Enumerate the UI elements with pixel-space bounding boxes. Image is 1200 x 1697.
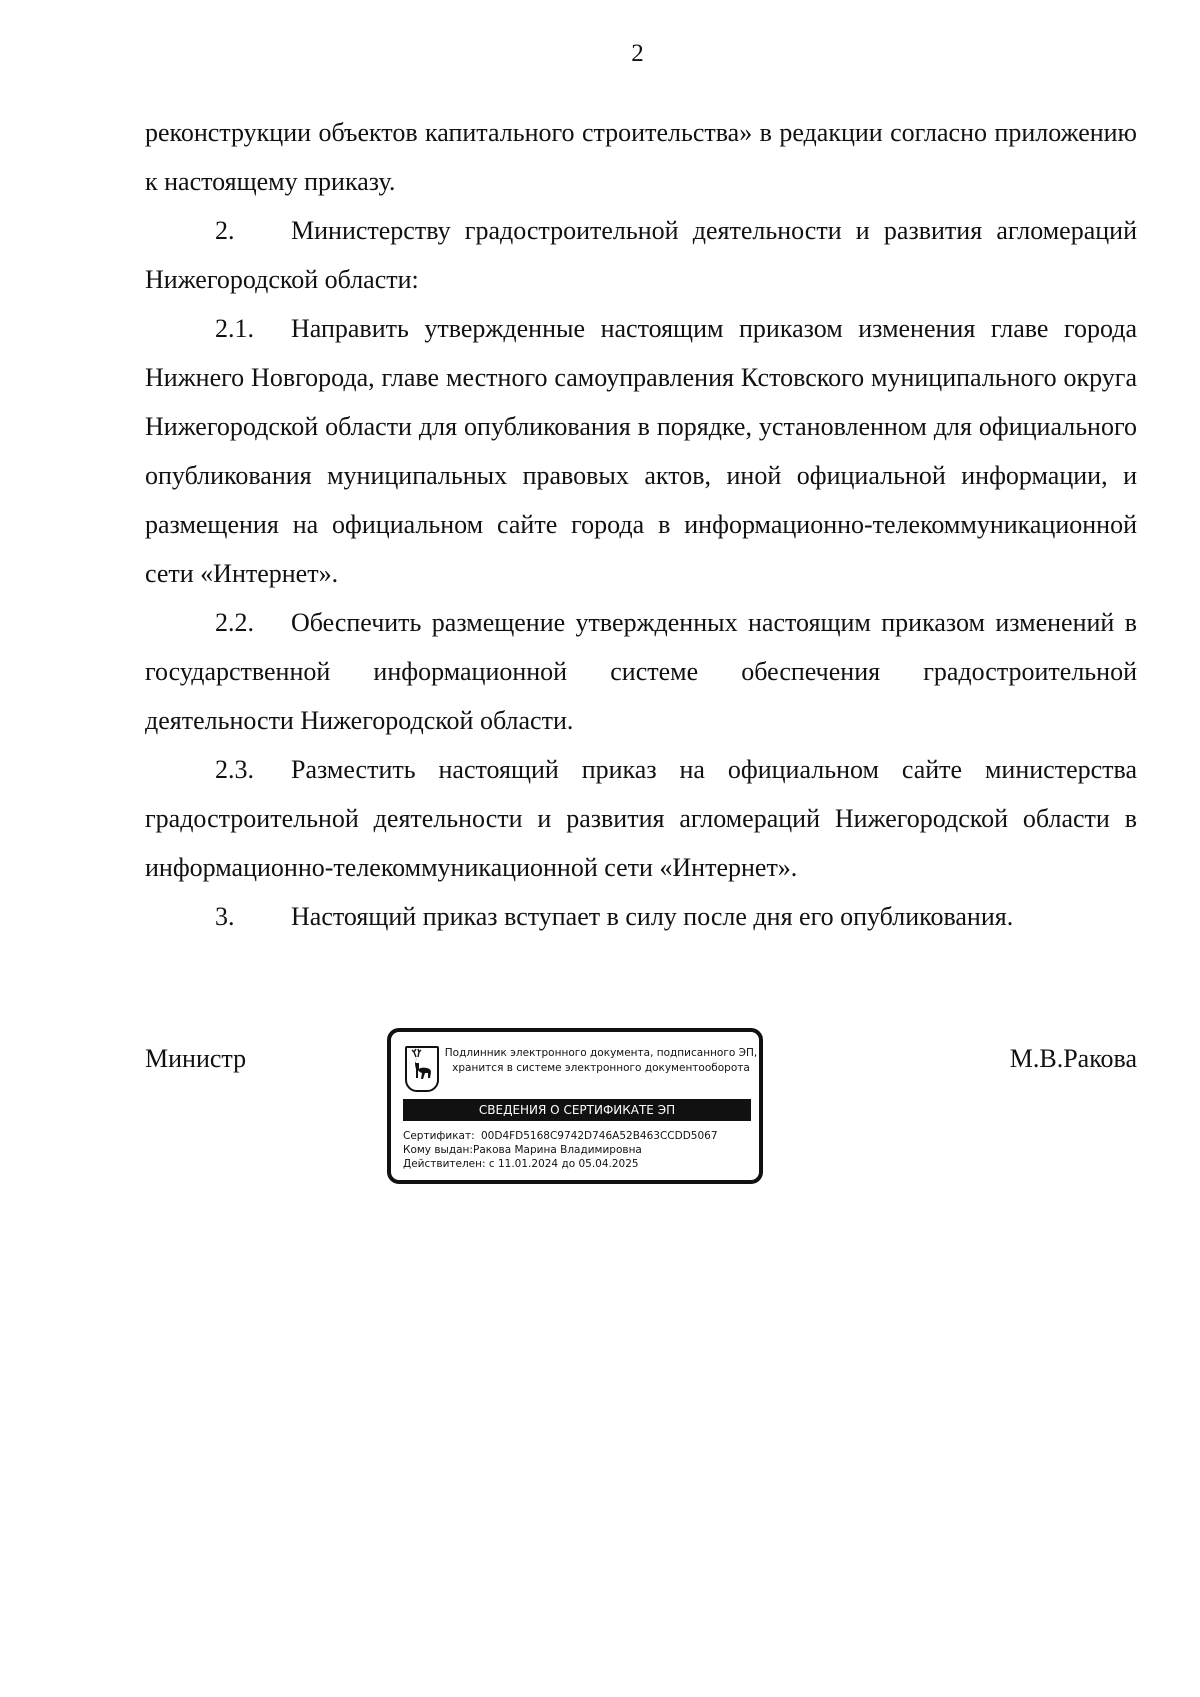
certificate-label: Сертификат: — [403, 1130, 475, 1142]
certificate-value: 00D4FD5168C9742D746A52B463CCDD5067 — [481, 1130, 718, 1142]
item-2-2 — [145, 598, 1137, 745]
intro-paragraph: реконструкции объектов капитального строительства» в редакции согласно приложению к настоящему приказу. — [145, 118, 1137, 196]
item-number: 2.2. — [215, 608, 254, 637]
item-text: Обеспечить размещение утвержденных настоящим приказом изменений в государственной информационной системе обеспечения градостроительной деятельности Нижегородской области. — [145, 608, 1137, 735]
item-number: 2.1. — [215, 314, 254, 343]
item-number: 2.3. — [215, 755, 254, 784]
owner-row — [403, 1143, 753, 1157]
item-text: Направить утвержденные настоящим приказом изменения главе города Нижнего Новгорода, главе местного самоуправления Кстовского муниципального округа Нижегородской области для опубликования в порядке, установленном для официального опубликования муниципальных правовых актов, иной официальной информации, и размещения на официальном сайте города в информационно-телекоммуникационной сети «Интернет». — [145, 314, 1137, 588]
item-2-1 — [145, 304, 1137, 598]
item-3 — [145, 892, 1137, 941]
owner-value: Ракова Марина Владимировна — [473, 1144, 642, 1156]
signatory-position: Министр — [145, 1044, 247, 1073]
page-number: 2 — [631, 40, 644, 67]
item-text: Министерству градостроительной деятельности и развития агломераций Нижегородской области: — [145, 216, 1137, 294]
electronic-signature-stamp — [387, 1028, 763, 1184]
stamp-header-line: Подлинник электронного документа, подписанного ЭП, — [444, 1047, 758, 1059]
item-text: Разместить настоящий приказ на официальном сайте министерства градостроительной деятельности и развития агломераций Нижегородской области в информационно-телекоммуникационной сети «Интернет». — [145, 755, 1137, 882]
document-body — [145, 108, 1137, 941]
item-2-3 — [145, 745, 1137, 892]
signature-block — [145, 1028, 1137, 1193]
stamp-title: СВЕДЕНИЯ О СЕРТИФИКАТЕ ЭП — [403, 1099, 751, 1121]
validity-row: Действителен: с 11.01.2024 до 05.04.2025 — [403, 1158, 639, 1170]
item-text: Настоящий приказ вступает в силу после дня его опубликования. — [291, 902, 1014, 931]
stamp-header-line: хранится в системе электронного документооборота — [452, 1062, 750, 1074]
item-number: 3. — [215, 902, 235, 931]
item-number: 2. — [215, 216, 235, 245]
certificate-row — [403, 1129, 753, 1143]
deer-coat-of-arms-icon — [405, 1046, 439, 1092]
signatory-name: М.В.Ракова — [1009, 1044, 1137, 1073]
stamp-details — [403, 1129, 753, 1171]
stamp-header — [443, 1046, 759, 1076]
item-2 — [145, 206, 1137, 304]
owner-label: Кому выдан: — [403, 1144, 473, 1156]
